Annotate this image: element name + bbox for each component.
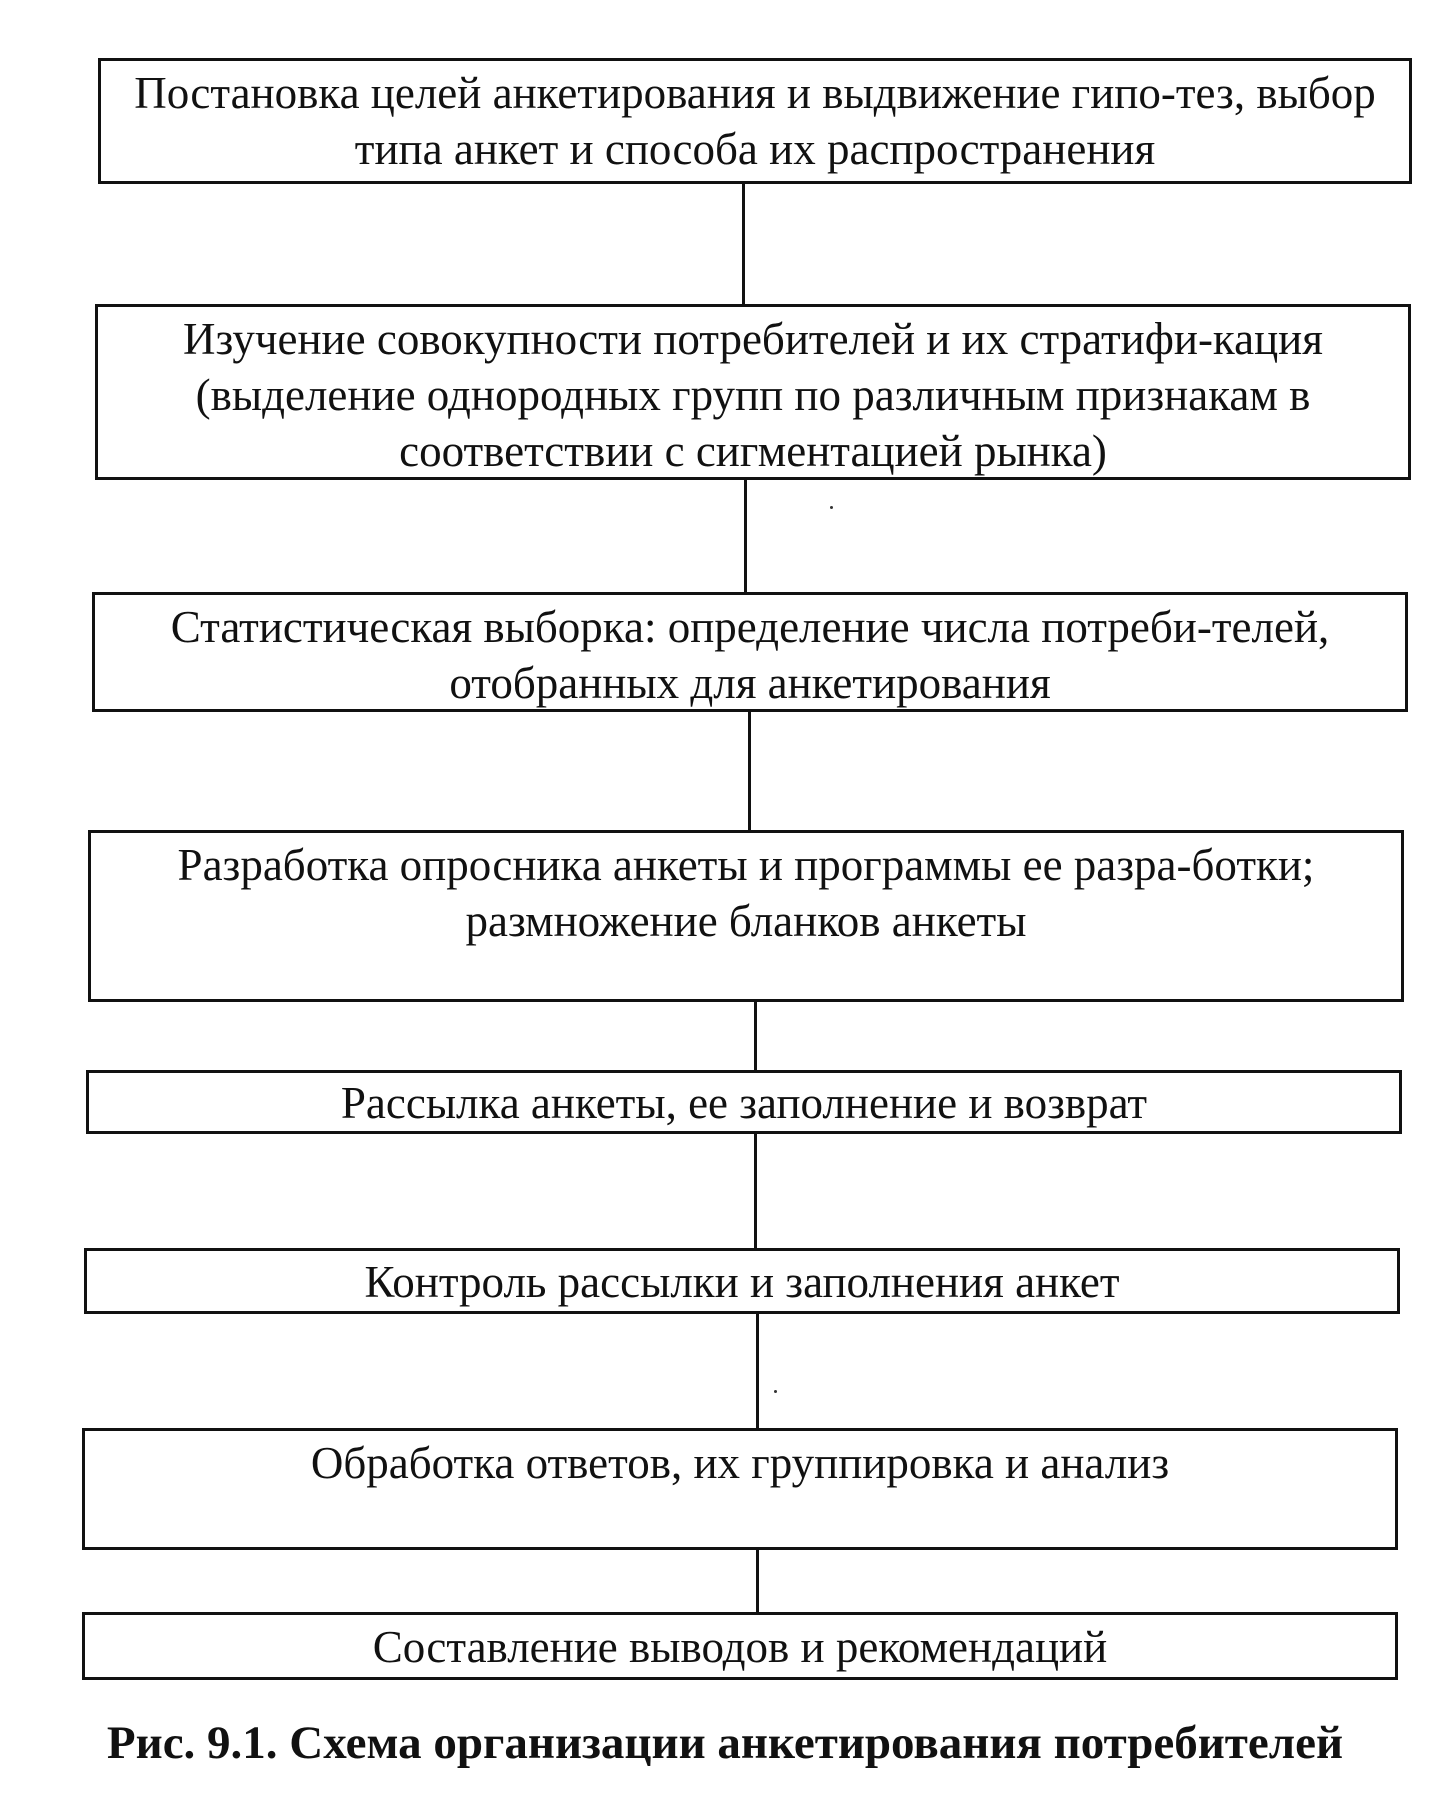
scan-speck (830, 506, 833, 509)
connector-line (754, 1134, 757, 1248)
step-box-processing (82, 1428, 1398, 1550)
step-label: Изучение совокупности потребителей и их стратифи-кация (выделение однородных групп по различным признакам в соответствии с сигментацией рынка) (183, 314, 1323, 476)
step-label: Разработка опросника анкеты и программы ее разра-ботки; размножение бланков анкеты (177, 840, 1315, 946)
step-box-control (84, 1248, 1400, 1314)
step-label: Составление выводов и рекомендаций (372, 1622, 1108, 1672)
step-box-statistical-sample (92, 592, 1408, 712)
connector-line (744, 480, 747, 592)
step-label: Контроль рассылки и заполнения анкет (364, 1257, 1120, 1307)
step-label: Постановка целей анкетирования и выдвижение гипо-тез, выбор типа анкет и способа их распространения (134, 68, 1376, 174)
step-box-goal-setting (98, 58, 1412, 184)
step-box-consumer-study (95, 304, 1411, 480)
scan-speck (774, 1390, 777, 1393)
connector-line (756, 1550, 759, 1612)
step-label: Статистическая выборка: определение числа потреби-телей, отобранных для анкетирования (170, 602, 1330, 708)
step-box-questionnaire-design (88, 830, 1404, 1002)
step-box-conclusions (82, 1612, 1398, 1680)
step-label: Рассылка анкеты, ее заполнение и возврат (340, 1078, 1148, 1128)
figure-caption: Рис. 9.1. Схема организации анкетирования потребителей (106, 1717, 1344, 1769)
connector-line (756, 1314, 759, 1428)
step-box-distribution (86, 1070, 1402, 1134)
connector-line (754, 1002, 757, 1070)
connector-line (748, 712, 751, 830)
step-label: Обработка ответов, их группировка и анализ (310, 1438, 1170, 1488)
connector-line (742, 184, 745, 304)
